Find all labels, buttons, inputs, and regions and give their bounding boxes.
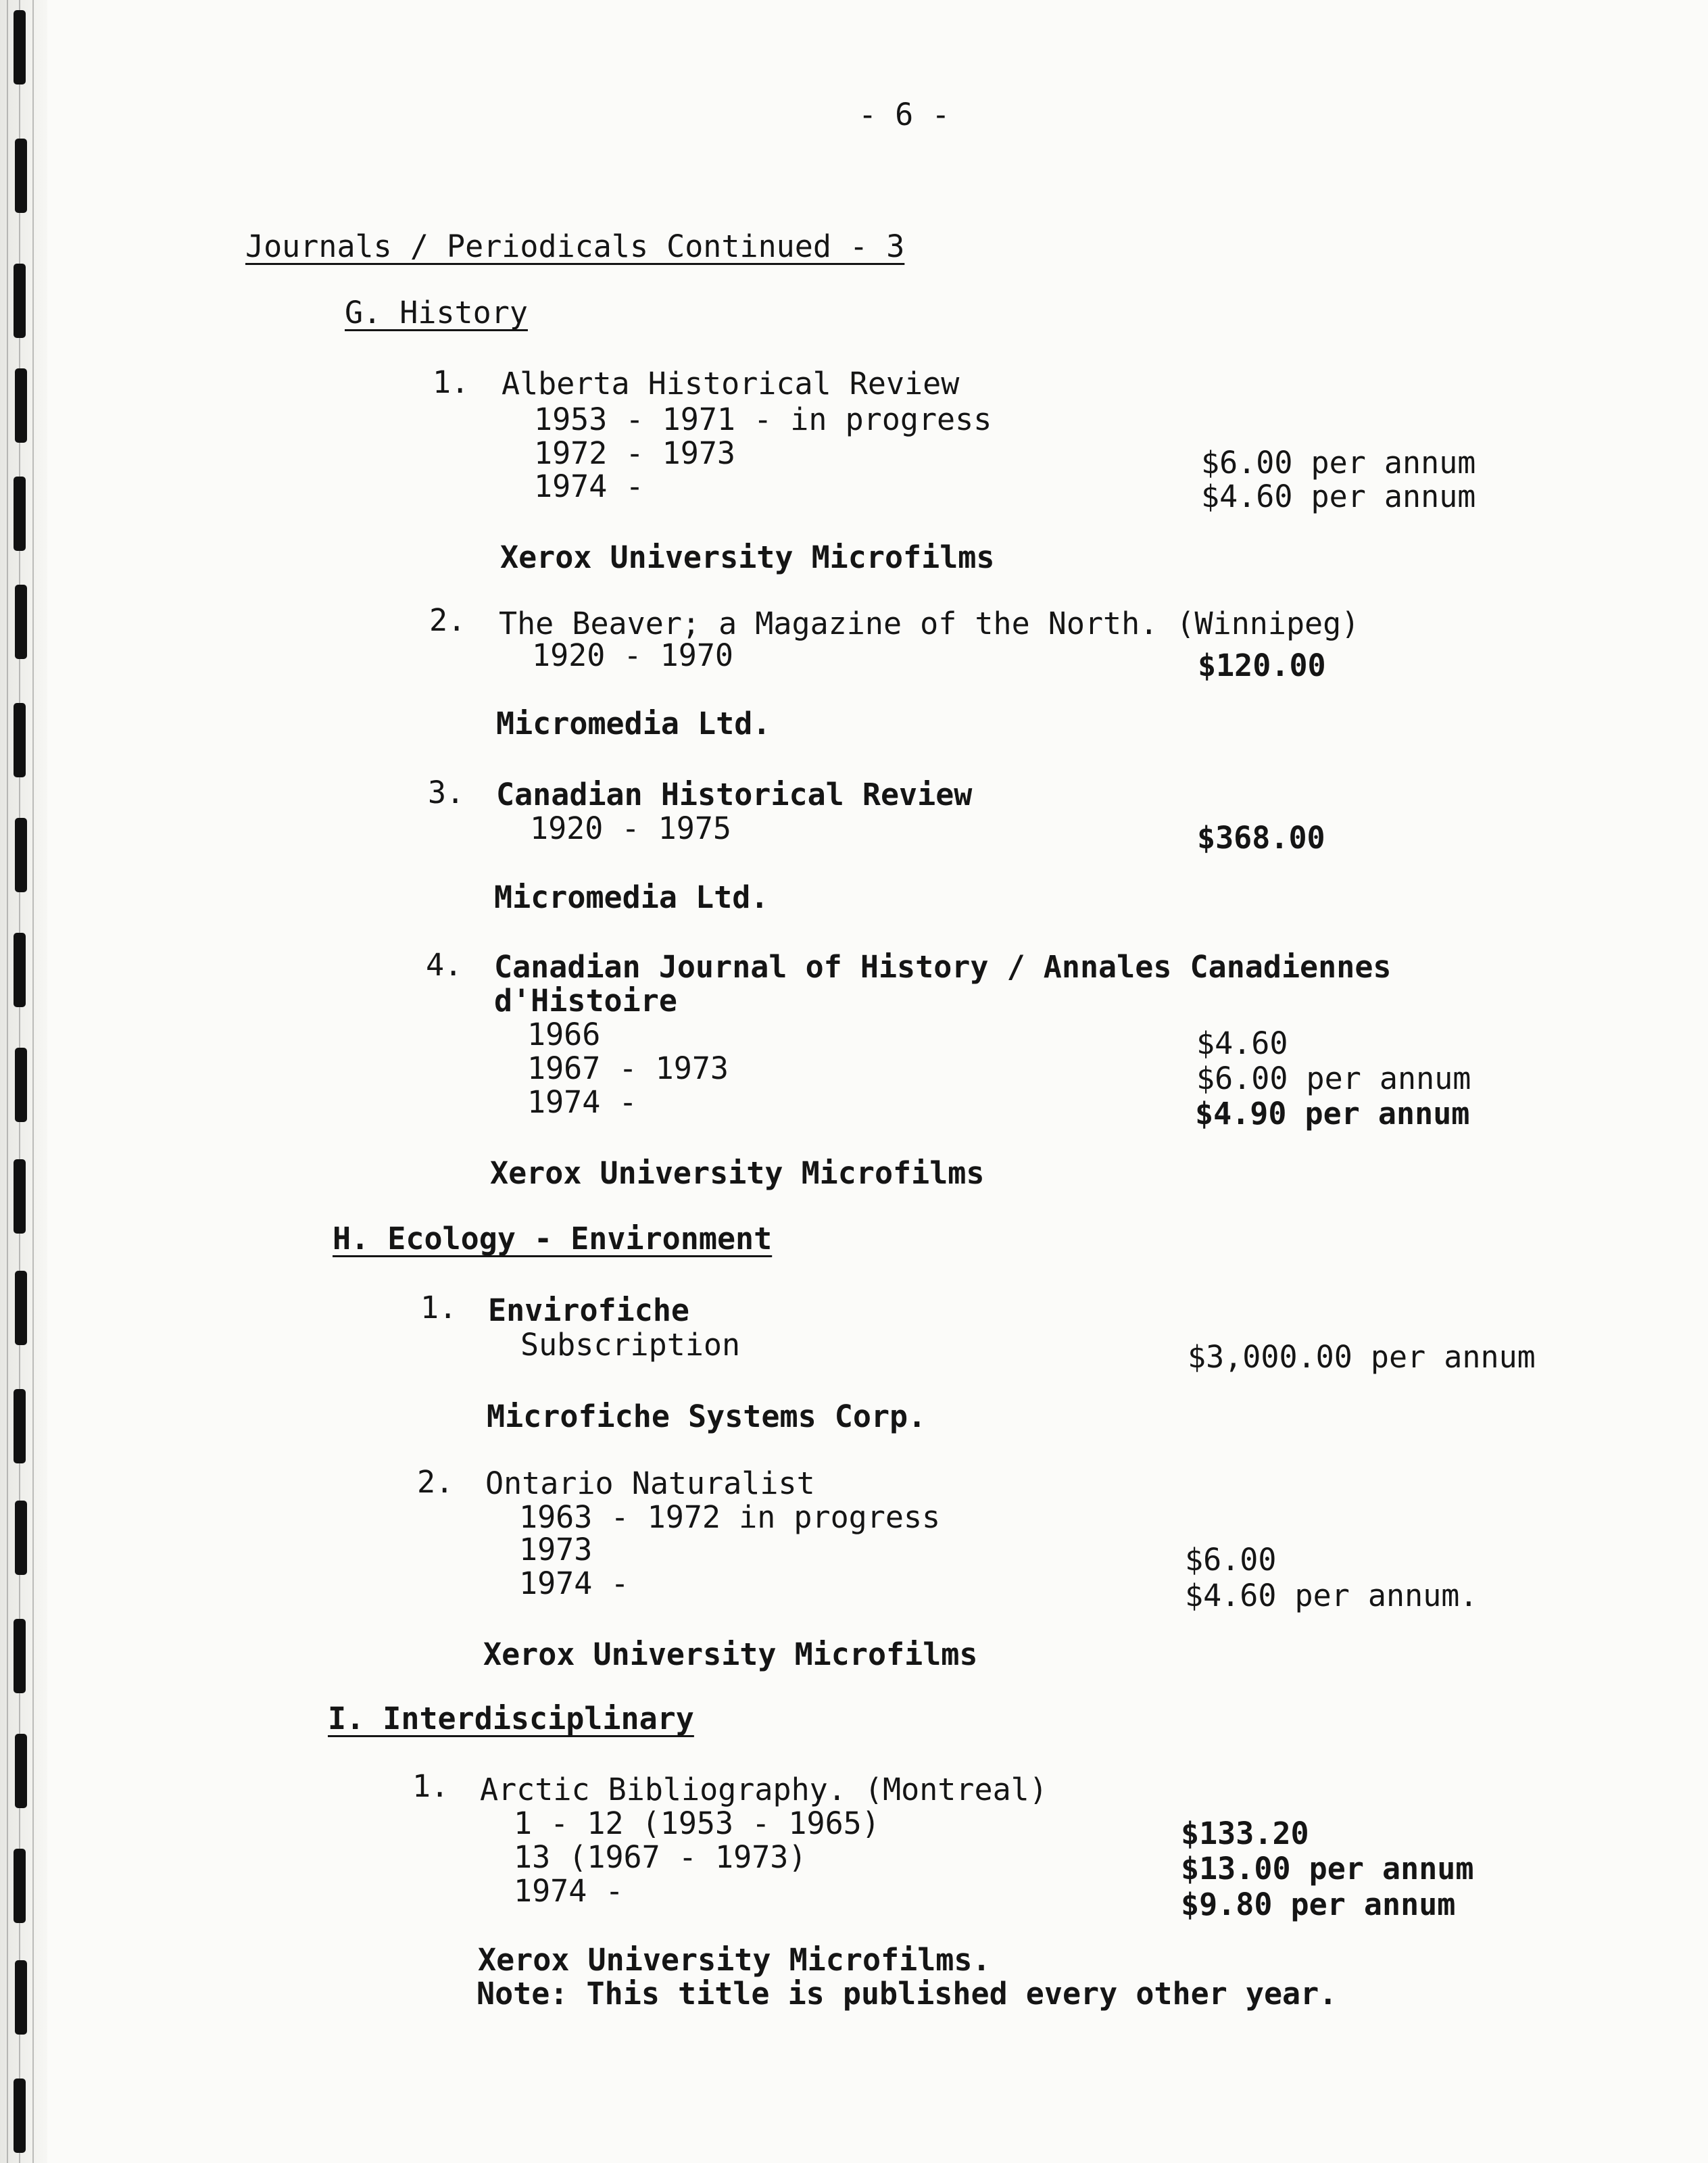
publisher: Xerox University Microfilms [490,1155,985,1191]
entry-number: 1. [420,1290,458,1326]
publisher: Xerox University Microfilms. [478,1942,991,1978]
entry-range: 1967 - 1973 [527,1050,729,1086]
page-number: - 6 - [858,97,950,132]
entry-range: 1953 - 1971 - in progress [534,402,992,437]
entry-range: 1974 - [527,1084,637,1120]
entry-price: $120.00 [1198,648,1326,683]
entry-range: 1974 - [519,1565,629,1601]
entry-range: 1966 [527,1017,601,1052]
entry-range: 13 (1967 - 1973) [514,1839,807,1875]
entry-note: Note: This title is published every other year. [477,1976,1338,2012]
entry-number: 3. [428,775,465,810]
entry-number: 2. [417,1464,454,1500]
entry-title: Ontario Naturalist [485,1465,815,1501]
entry-range: 1973 [519,1532,593,1567]
entry-range: 1 - 12 (1953 - 1965) [514,1805,880,1841]
binding-edge [0,0,47,2163]
entry-range: 1920 - 1970 [532,637,734,673]
publisher: Micromedia Ltd. [494,879,769,915]
entry-price: $4.60 [1196,1025,1288,1061]
entry-title: The Beaver; a Magazine of the North. (Winnipeg) [499,606,1360,641]
entry-price: $3,000.00 per annum [1188,1339,1536,1375]
entry-title: Alberta Historical Review [502,366,960,402]
publisher: Microfiche Systems Corp. [487,1399,927,1434]
entry-number: 1. [433,364,470,400]
entry-range: 1920 - 1975 [530,810,732,846]
entry-range: 1963 - 1972 in progress [519,1499,941,1535]
entry-title: Canadian Journal of History / Annales Canadiennes [494,949,1392,985]
entry-price: $6.00 [1185,1542,1277,1578]
entry-range: 1972 - 1973 [534,435,736,471]
entry-number: 2. [429,602,466,638]
entry-title: Envirofiche [488,1292,690,1328]
section-heading-ecology: H. Ecology - Environment [333,1221,773,1257]
entry-range: Subscription [520,1327,741,1363]
entry-title: Arctic Bibliography. (Montreal) [480,1772,1048,1807]
entry-price: $133.20 [1181,1816,1309,1851]
entry-price: $368.00 [1197,820,1325,856]
entry-title: Canadian Historical Review [496,777,973,812]
entry-price: $6.00 per annum [1201,445,1476,481]
entry-range: 1974 - [534,468,644,504]
section-heading-interdisciplinary: I. Interdisciplinary [328,1701,694,1736]
entry-price: $9.80 per annum [1181,1887,1456,1922]
entry-price: $4.90 per annum [1195,1096,1470,1132]
page-title: Journals / Periodicals Continued - 3 [245,228,905,264]
entry-price: $4.60 per annum. [1185,1578,1478,1613]
entry-range: 1974 - [514,1873,624,1909]
entry-number: 4. [426,947,463,983]
entry-price: $6.00 per annum [1196,1061,1471,1096]
publisher: Xerox University Microfilms [500,539,995,575]
publisher: Xerox University Microfilms [483,1636,978,1672]
entry-price: $13.00 per annum [1181,1851,1474,1887]
entry-title-continuation: d'Histoire [494,983,677,1019]
entry-number: 1. [412,1768,449,1804]
publisher: Micromedia Ltd. [496,706,771,742]
entry-price: $4.60 per annum [1201,479,1476,514]
section-heading-history: G. History [345,295,528,331]
